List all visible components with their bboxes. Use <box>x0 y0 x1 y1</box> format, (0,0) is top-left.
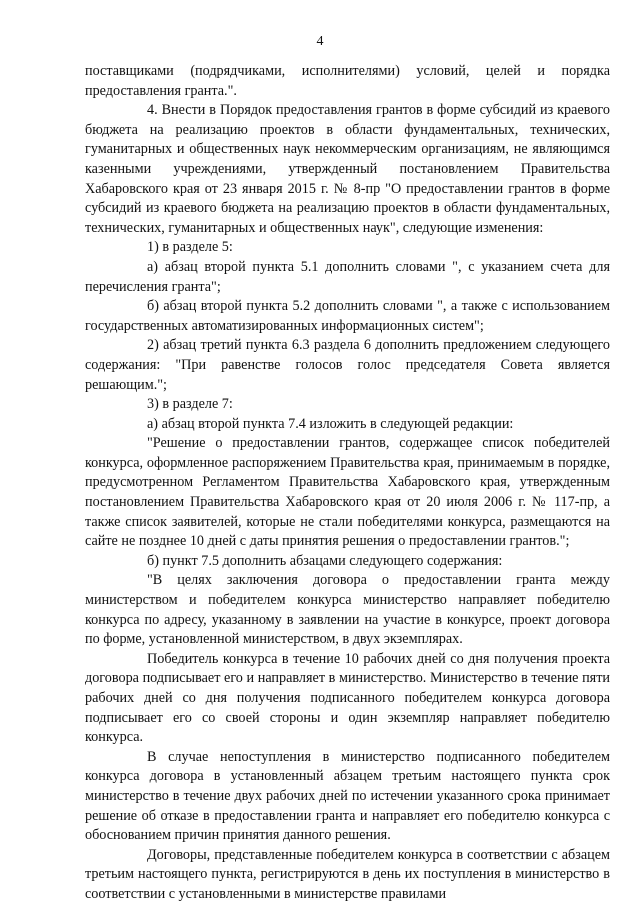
paragraph-7-4: а) абзац второй пункта 7.4 изложить в следующей редакции: <box>147 415 514 432</box>
paragraph-6-3: 2) абзац третий пункта 6.3 раздела 6 дополнить предложением следующего содержания: "При равенстве голосов голос председателя Совета является решающим."; <box>85 337 610 393</box>
paragraph-item-4: 4. Внести в Порядок предоставления грантов в форме субсидий из краевого бюджета на реализацию проектов в области фундаментальных, технических, гуманитарных и общественных наук некоммерческим организациям, не являющимся казенными учреждениями, утвержденный постановлением Правительства Хабаровского края от 23 января 2015 г. № 8-пр "О предоставлении грантов в форме субсидий из краевого бюджета на реализацию проектов в области фундаментальных, технических, гуманитарных и общественных наук", следующие изменения: <box>85 102 610 236</box>
paragraph-7-5-c: В случае непоступления в министерство подписанного победителем конкурса договора в установленный абзацем третьим настоящего пункта срок министерство в течение двух рабочих дней по истечении указанного срока принимает решение об отказе в предоставлении гранта и направляет его победителю конкурса с обоснованием причин принятия данного решения. <box>85 748 610 844</box>
paragraph-5-1: а) абзац второй пункта 5.1 дополнить словами ", с указанием счета для перечисления гранта"; <box>85 258 610 295</box>
paragraph-7-5-b: Победитель конкурса в течение 10 рабочих дней со дня получения проекта договора подписывает его и направляет в министерство. Министерство в течение пяти рабочих дней со дня получения подписанного победителем конкурса договора подписывает его со своей стороны и один экземпляр направляет победителю конкурса. <box>85 650 610 746</box>
paragraph-7-5-a: "В целях заключения договора о предоставлении гранта между министерством и победителем конкурса министерство направляет победителю конкурса по адресу, указанному в заявлении на участие в конкурсе, проект договора по форме, установленной министерством, в двух экземплярах. <box>85 572 610 648</box>
paragraph-section-5: 1) в разделе 5: <box>147 239 233 256</box>
paragraph-section-7: 3) в разделе 7: <box>147 396 233 413</box>
paragraph-5-2: б) абзац второй пункта 5.2 дополнить словами ", а также с использованием государственных автоматизированных информационных систем"; <box>85 298 610 334</box>
document-body <box>85 62 610 905</box>
paragraph-7-4-text: "Решение о предоставлении грантов, содержащее список победителей конкурса, оформленное распоряжением Правительства края, принимаемым в порядке, предусмотренном Регламентом Правительства Хабаровского края, утвержденным постановлением Правительства Хабаровского края от 20 июля 2006 г. № 117-пр, а также список заявителей, которые не стали победителями конкурса, размещаются на сайте не позднее 10 дней с даты принятия решения о предоставлении грантов."; <box>85 435 610 550</box>
paragraph-7-5-d: Договоры, представленные победителем конкурса в соответствии с абзацем третьим настоящего пункта, регистрируются в день их поступления в министерство в соответствии с установленными в министерстве правилами <box>85 846 610 902</box>
paragraph-continuation: поставщиками (подрядчиками, исполнителями) условий, целей и порядка предоставления гранта.". <box>85 63 610 99</box>
page-number: 4 <box>316 34 324 49</box>
paragraph-7-5: б) пункт 7.5 дополнить абзацами следующего содержания: <box>147 552 503 569</box>
